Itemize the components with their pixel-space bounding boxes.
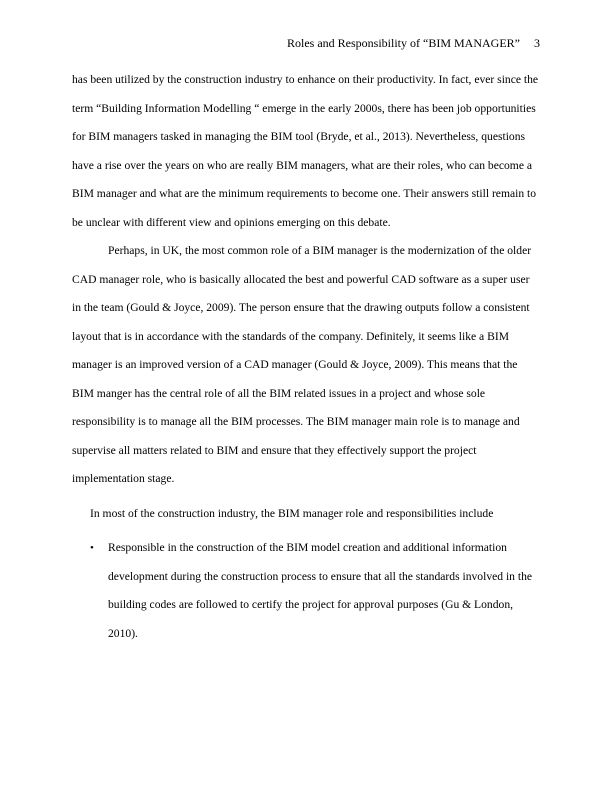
list-item-text: Responsible in the construction of the BIM model creation and additional information development during the construction process to ensure that all the standards involved in the building codes are followed to certify the project for approval purposes (Gu & London, 2010). <box>108 541 533 640</box>
page-number: 3 <box>534 36 540 50</box>
bullet-icon: • <box>90 542 94 554</box>
page-header <box>287 35 540 51</box>
paragraph-continuation: has been utilized by the construction industry to enhance on their productivity. In fact, ever since the term “Building Information Modelling “ emerge in the early 2000s, there has been job opportunities for BIM managers tasked in managing the BIM tool (Bryde, et al., 2013). Nevertheless, questions have a rise over the years on who are really BIM managers, what are their roles, who can become a BIM manager and what are the minimum requirements to become one. Their answers still remain to be unclear with different view and opinions emerging on this debate. <box>72 73 539 229</box>
paragraph-bim-manager-role: Perhaps, in UK, the most common role of a BIM manager is the modernization of the older CAD manager role, who is basically allocated the best and powerful CAD software as a super user in the team (Gould & Joyce, 2009). The person ensure that the drawing outputs follow a consistent layout that is in accordance with the standards of the company. Definitely, it seems like a BIM manager is an improved version of a CAD manager (Gould & Joyce, 2009). This means that the BIM manger has the central role of all the BIM related issues in a project and whose sole responsibility is to manage all the BIM processes. The BIM manager main role is to manage and supervise all matters related to BIM and ensure that they effectively support the project implementation stage. <box>72 244 532 485</box>
document-body <box>72 66 540 648</box>
paragraph-list-intro: In most of the construction industry, the BIM manager role and responsibilities include <box>90 506 494 520</box>
running-title: Roles and Responsibility of “BIM MANAGER” <box>287 36 520 50</box>
responsibilities-list <box>72 534 540 648</box>
list-item <box>72 534 540 648</box>
